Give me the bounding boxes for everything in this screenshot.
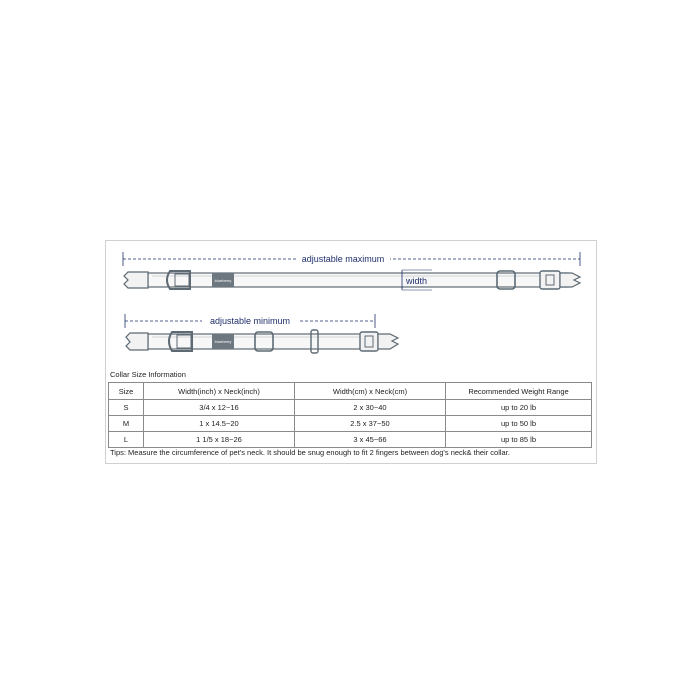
header-cm: Width(cm) x Neck(cm) <box>295 383 446 400</box>
width-label: width <box>406 276 428 286</box>
max-clip-left <box>124 272 148 288</box>
size-table <box>108 382 592 448</box>
min-buckle-female <box>360 332 378 351</box>
table-row <box>109 416 592 432</box>
cell-cm: 2 x 30~40 <box>295 400 446 416</box>
max-buckle-female <box>540 271 560 289</box>
min-label: adjustable minimum <box>209 316 291 326</box>
table-row <box>109 400 592 416</box>
table-title: Collar Size Information <box>110 370 186 379</box>
max-band <box>148 273 568 287</box>
min-band <box>148 334 370 349</box>
max-buckle-prong <box>560 273 580 287</box>
min-clip-left <box>126 333 148 350</box>
cell-inch: 1 x 14.5~20 <box>144 416 295 432</box>
min-buckle-prong <box>378 334 398 349</box>
cell-inch: 3/4 x 12~16 <box>144 400 295 416</box>
cell-cm: 2.5 x 37~50 <box>295 416 446 432</box>
cell-size: M <box>109 416 144 432</box>
header-inch: Width(inch) x Neck(inch) <box>144 383 295 400</box>
cell-weight: up to 20 lb <box>446 400 592 416</box>
cell-weight: up to 50 lb <box>446 416 592 432</box>
max-label: adjustable maximum <box>301 254 385 264</box>
collar-minimum <box>125 314 398 353</box>
table-row <box>109 432 592 448</box>
cell-size: L <box>109 432 144 448</box>
cell-inch: 1 1/5 x 18~26 <box>144 432 295 448</box>
cell-size: S <box>109 400 144 416</box>
header-weight: Recommended Weight Range <box>446 383 592 400</box>
tips-text: Tips: Measure the circumference of pet's neck. It should be snug enough to fit 2 fingers between dog's neck& their collar. <box>110 448 510 457</box>
table-header-row <box>109 383 592 400</box>
cell-cm: 3 x 45~66 <box>295 432 446 448</box>
min-brand-text: blueberry <box>214 339 232 344</box>
cell-weight: up to 85 lb <box>446 432 592 448</box>
max-brand-text: blueberry <box>214 278 232 283</box>
collar-maximum <box>123 252 580 290</box>
header-size: Size <box>109 383 144 400</box>
